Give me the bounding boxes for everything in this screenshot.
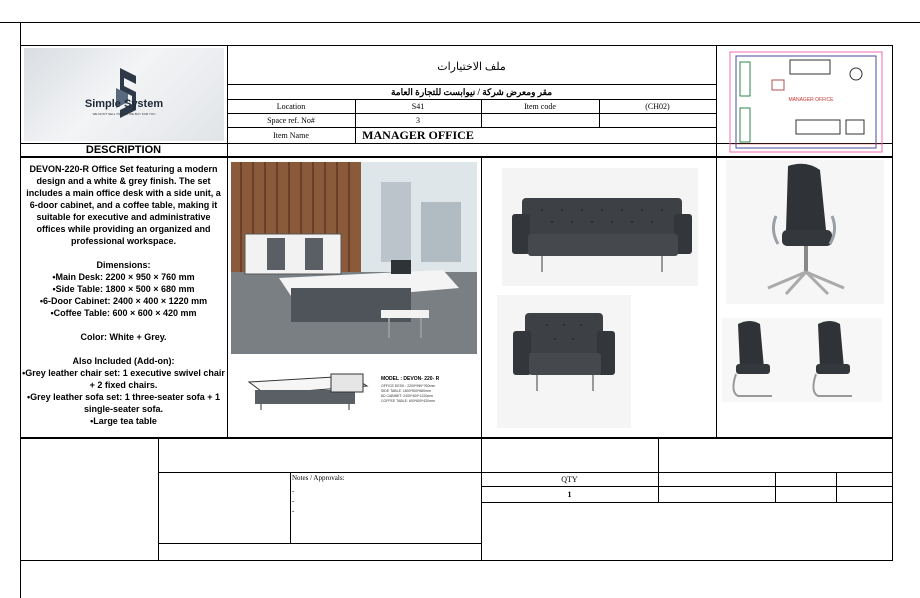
model-name: MODEL : DEVON- 220- R: [381, 376, 440, 382]
top-rule: [0, 22, 920, 23]
logo-panel: [24, 48, 224, 141]
notes-line-1: -: [292, 487, 295, 495]
logo-brand: Simple System: [84, 98, 164, 110]
dimension-main-desk: •Main Desk: 2200 × 950 × 760 mm: [52, 272, 195, 282]
notes-line-2: -: [292, 497, 295, 505]
model-sheet: [231, 360, 477, 434]
model-line-side: SIDE TABLE: 1800*500*680mm: [381, 389, 431, 393]
fixed-chairs-photo: [722, 318, 882, 402]
space-ref-value: 3: [416, 115, 420, 125]
addon-chairs: •Grey leather chair set: 1 executive swivel chair + 2 fixed chairs.: [22, 368, 225, 390]
dimension-side-table: •Side Table: 1800 × 500 × 680 mm: [52, 284, 195, 294]
plan-room-label: MANAGER OFFICE: [788, 97, 834, 103]
qty-label: QTY: [561, 474, 578, 484]
dimension-cabinet: •6-Door Cabinet: 2400 × 400 × 1220 mm: [39, 296, 208, 306]
item-code-label: Item code: [524, 101, 556, 111]
item-code-value: (CH02): [645, 101, 670, 111]
space-ref-label: Space ref. No#: [267, 115, 315, 125]
executive-chair-photo: [726, 160, 884, 304]
single-seater-sofa-icon: [497, 295, 631, 428]
executive-chair-icon: [726, 160, 884, 304]
model-lines: [381, 384, 435, 404]
fixed-chairs-icon: [722, 318, 882, 402]
color-line: Color: White + Grey.: [80, 332, 167, 342]
three-seater-sofa-photo: [502, 168, 698, 286]
simple-system-logo-icon: [24, 48, 224, 141]
addon-tea-table: •Large tea table: [90, 416, 157, 426]
qty-value: 1: [567, 489, 572, 499]
single-seater-sofa-photo: [497, 295, 631, 428]
item-name-label: Item Name: [273, 130, 309, 140]
model-line-desk: OFFICE DESK : 2200*950*760mm: [381, 384, 436, 388]
floor-plan: [726, 50, 886, 154]
description-body: [22, 163, 225, 427]
description-heading: DESCRIPTION: [85, 144, 162, 156]
addon-sofas: •Grey leather sofa set: 1 three-seater sofa + 1 single-seater sofa.: [27, 392, 220, 414]
subtitle-ar: مقر ومعرض شركة / نيوابست للتجارة العامة: [390, 86, 553, 97]
model-line-cabinet: 6D CABINET: 2400*400*1220mm: [381, 394, 434, 398]
addon-title: Also Included (Add-on):: [72, 356, 175, 366]
location-value: S41: [411, 101, 425, 111]
item-name-value: MANAGER OFFICE: [362, 127, 474, 142]
location-label: Location: [276, 101, 306, 111]
office-set-photo: [231, 162, 477, 354]
title-ar: ملف الاختيارات: [437, 60, 506, 73]
logo-tagline: WE DON'T SELL TO YOU, WE BUY FOR YOU: [92, 112, 156, 116]
notes-line-3: -: [292, 507, 295, 515]
dimension-coffee-table: •Coffee Table: 600 × 600 × 420 mm: [50, 308, 197, 318]
three-seater-sofa-icon: [502, 168, 698, 286]
office-set-image-icon: [231, 162, 477, 354]
desk-drawing-icon: [231, 360, 477, 434]
dimensions-title: Dimensions:: [96, 260, 151, 270]
model-line-coffee: COFFEE TABLE: 600*600*420mm: [381, 399, 435, 403]
notes-label: Notes / Approvals:: [292, 474, 345, 482]
description-intro: DEVON-220-R Office Set featuring a modern design and a white & grey finish. The set includes a main office desk with a side unit, a 6-door cabinet, and a coffee table, making it suitable for executive and administrative offices while providing an organized and professional workspace.: [26, 164, 221, 246]
